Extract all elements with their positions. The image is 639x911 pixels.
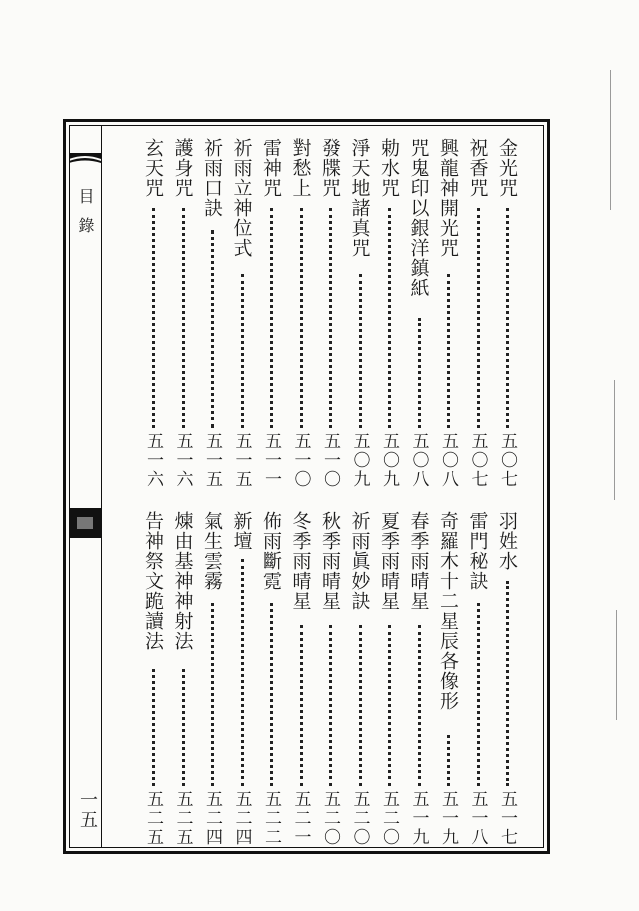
- toc-entry-page: 五二五: [172, 790, 193, 847]
- toc-entry-title: 羽姓水: [496, 511, 518, 571]
- toc-dot-leader: [418, 318, 421, 428]
- toc-entry-page: 五一六: [172, 432, 193, 489]
- toc-dot-leader: [418, 625, 421, 786]
- toc-entry-title: 夏季雨晴星: [378, 511, 400, 611]
- toc-entry-page: 五一七: [497, 790, 517, 847]
- toc-entry-title: 淨天地諸真咒: [348, 138, 371, 258]
- toc-entry-page: 五二二: [261, 790, 281, 847]
- toc-entry-title: 祝香咒: [466, 138, 489, 198]
- toc-dot-leader: [300, 625, 303, 786]
- toc-entry-page: 五〇八: [408, 432, 429, 489]
- toc-entry-title: 佈雨斷霓: [260, 511, 282, 591]
- toc-entry-title: 對愁上: [289, 138, 312, 198]
- toc-entry-page: 五一九: [438, 790, 458, 847]
- toc-entry-title: 祈雨口訣: [201, 138, 223, 218]
- toc-dot-leader: [477, 208, 480, 428]
- toc-dot-leader: [300, 208, 303, 428]
- margin-column-rule: [101, 125, 102, 848]
- toc-entry-title: 金光咒: [496, 138, 518, 198]
- toc-entry-page: 五二〇: [379, 790, 399, 847]
- toc-entry-page: 五一六: [143, 432, 163, 489]
- toc-entry-page: 五二〇: [320, 790, 340, 847]
- toc-dot-leader: [211, 603, 214, 786]
- toc-dot-leader: [359, 625, 362, 786]
- toc-entry-page: 五一八: [467, 790, 488, 847]
- toc-entry-title: 氣生雲霧: [201, 511, 223, 591]
- toc-dot-leader: [388, 208, 391, 428]
- toc-entry-title: 春季雨晴星: [407, 511, 430, 611]
- toc-entry-page: 五〇九: [349, 432, 370, 489]
- fish-tail-ornament-icon: [69, 149, 101, 175]
- toc-dot-leader: [270, 208, 273, 428]
- toc-dot-leader: [447, 735, 450, 786]
- toc-entry-title: 告神祭文跪讀法: [142, 511, 164, 651]
- toc-entry-page: 五一九: [408, 790, 429, 847]
- toc-dot-leader: [329, 208, 332, 428]
- toc-dot-leader: [152, 208, 155, 428]
- toc-entry-title: 雷神咒: [260, 138, 282, 198]
- toc-entry-page: 五二五: [143, 790, 163, 847]
- toc-entry-page: 五二四: [202, 790, 222, 847]
- toc-entry-title: 興龍神開光咒: [437, 138, 459, 258]
- toc-entry-title: 新壇: [230, 511, 253, 551]
- scan-artifact-line: [610, 70, 611, 210]
- toc-dot-leader: [211, 230, 214, 428]
- toc-entry-page: 五〇九: [379, 432, 399, 489]
- toc-entry-page: 五一一: [261, 432, 281, 489]
- toc-entry-title: 玄天咒: [142, 138, 164, 198]
- toc-dot-leader: [152, 669, 155, 786]
- toc-entry-page: 五一〇: [320, 432, 340, 489]
- toc-dot-leader: [477, 603, 480, 786]
- toc-entry-title: 雷門秘訣: [466, 511, 489, 591]
- toc-entry-title: 秋季雨晴星: [319, 511, 341, 611]
- toc-entry-title: 煉由基神神射法: [171, 511, 194, 651]
- toc-dot-leader: [182, 208, 185, 428]
- toc-dot-leader: [506, 208, 509, 428]
- toc-entry-title: 咒鬼印以銀洋鎮紙: [407, 138, 430, 298]
- toc-dot-leader: [241, 559, 244, 786]
- toc-dot-leader: [329, 625, 332, 786]
- toc-entry-title: 勅水咒: [378, 138, 400, 198]
- toc-entry-title: 祈雨立神位式: [230, 138, 253, 258]
- toc-entry-title: 冬季雨晴星: [289, 511, 312, 611]
- toc-entry-page: 五一〇: [290, 432, 311, 489]
- toc-entry-page: 五〇八: [438, 432, 458, 489]
- toc-dot-leader: [241, 274, 244, 428]
- toc-entry-page: 五二一: [290, 790, 311, 847]
- toc-entry-page: 五二〇: [349, 790, 370, 847]
- toc-dot-leader: [447, 274, 450, 428]
- toc-entry-title: 祈雨眞妙訣: [348, 511, 371, 611]
- toc-entry-page: 五一五: [231, 432, 252, 489]
- margin-block-ornament: [69, 508, 101, 538]
- toc-dot-leader: [506, 581, 509, 786]
- toc-dot-leader: [359, 274, 362, 428]
- toc-entry-page: 五二四: [231, 790, 252, 847]
- toc-dot-leader: [182, 669, 185, 786]
- section-title: 目 錄: [76, 188, 95, 238]
- scan-artifact-line: [614, 380, 615, 500]
- toc-entry-title: 發牒咒: [319, 138, 341, 198]
- toc-entry-title: 護身咒: [171, 138, 194, 198]
- scan-artifact-line: [616, 610, 617, 720]
- toc-entry-page: 五〇七: [467, 432, 488, 489]
- toc-entry-title: 奇羅木十二星辰各像形: [437, 511, 459, 711]
- toc-entry-page: 五〇七: [497, 432, 517, 489]
- page-number: 一五: [77, 790, 98, 830]
- toc-entry-page: 五一五: [202, 432, 222, 489]
- toc-dot-leader: [388, 625, 391, 786]
- toc-dot-leader: [270, 603, 273, 786]
